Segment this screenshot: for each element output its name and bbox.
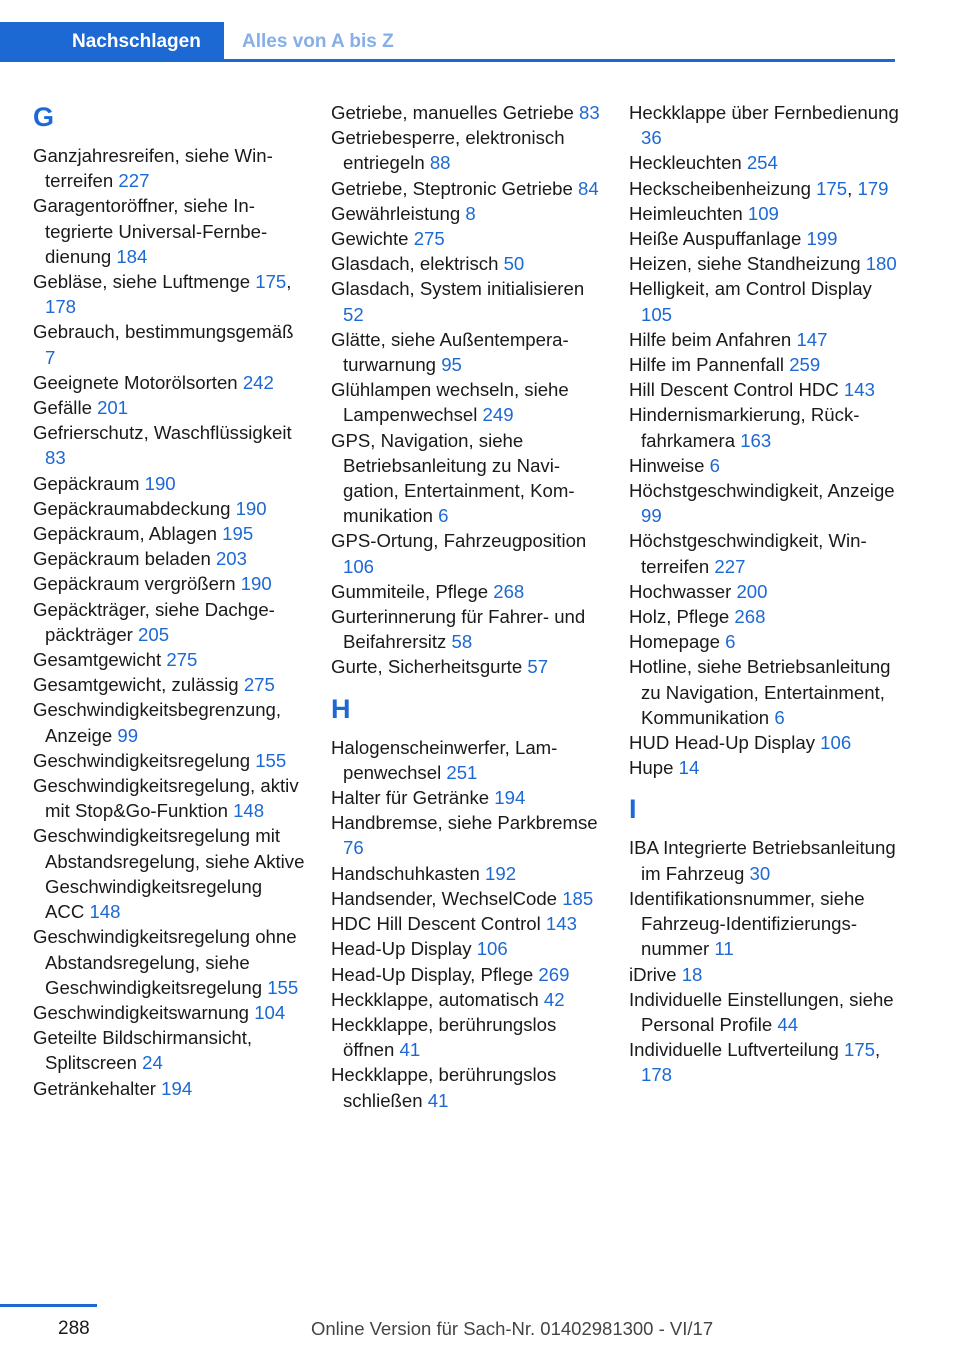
page-reference-link[interactable]: 190	[240, 573, 272, 595]
index-entry-text: Heckscheibenheizung	[629, 177, 817, 199]
index-entry-text: Heckklappe über Fernbedienung	[629, 102, 899, 123]
page-reference-link[interactable]: 190	[235, 497, 267, 519]
index-entry	[331, 100, 603, 125]
index-entry-text: Gepäckträger, siehe Dachgepäckträger	[33, 598, 275, 645]
page-reference-link[interactable]: 99	[641, 505, 662, 527]
tab-alles-von-a-bis-z[interactable]: Alles von A bis Z	[242, 31, 394, 52]
page-reference-link[interactable]: 185	[562, 887, 594, 909]
index-entry	[629, 987, 901, 1037]
page-reference-link[interactable]: 268	[493, 580, 525, 602]
page-reference-link[interactable]: 227	[118, 170, 150, 192]
index-entry-text: Gewichte	[331, 228, 414, 250]
index-entry-text: Hilfe beim Anfahren	[629, 328, 797, 350]
page-reference-link[interactable]: 275	[413, 228, 445, 250]
index-entry-text: Heizen, siehe Standheizung	[629, 253, 866, 275]
index-entry-text: Hotline, siehe Betriebsanleitung zu Navigation, Entertainment, Kommunikation	[629, 656, 891, 728]
index-entry	[331, 176, 603, 201]
index-entry-text: Garagentoröffner, siehe Integrierte Universal-Fernbedienung	[33, 195, 268, 267]
page-reference-link[interactable]: 163	[740, 429, 772, 451]
index-entry-text: Geschwindigkeitsregelung	[33, 749, 256, 771]
index-entry	[33, 143, 305, 193]
index-letter-heading: I	[629, 794, 637, 825]
index-entry-text: HUD Head-Up Display	[629, 732, 821, 754]
page-reference-link[interactable]: 251	[446, 761, 478, 783]
page-reference-link[interactable]: 104	[254, 1001, 286, 1023]
index-entry-text: Heckklappe, automatisch	[331, 988, 544, 1010]
index-entry	[629, 377, 901, 402]
header-rule	[0, 59, 895, 62]
page-reference-link[interactable]: 192	[485, 862, 517, 884]
index-entry	[33, 546, 305, 571]
page-reference-link[interactable]: 41	[427, 1089, 449, 1111]
page-reference-link[interactable]: 106	[820, 732, 852, 754]
index-entry-text: Gesamtgewicht, zulässig	[33, 674, 244, 696]
index-entry-text: Glühlampen wechseln, siehe Lampenwechsel	[331, 379, 569, 426]
index-entry-text: Glasdach, System initialisieren	[331, 278, 585, 300]
index-entry-text: Individuelle Luftverteilung	[629, 1039, 844, 1061]
index-entry	[33, 748, 305, 773]
index-entry-text: Geschwindigkeitswarnung	[33, 1001, 255, 1023]
index-entry	[331, 377, 603, 427]
page-reference-link[interactable]: 201	[97, 397, 129, 419]
page-reference-link[interactable]: 199	[806, 228, 838, 250]
page-reference-link[interactable]: 109	[747, 202, 779, 224]
page-reference-link[interactable]: 148	[89, 901, 121, 923]
index-entry	[33, 571, 305, 596]
page-reference-link[interactable]: 148	[233, 800, 265, 822]
page-reference-link[interactable]: 254	[746, 152, 778, 174]
index-entry	[33, 773, 305, 823]
page-reference-link[interactable]: 242	[242, 371, 274, 393]
index-entry	[629, 629, 901, 654]
index-entry	[629, 150, 901, 175]
page-reference-link[interactable]: 203	[215, 548, 247, 570]
index-entry	[629, 886, 901, 962]
index-entry-text: Individuelle Einstellungen, siehe Personal Profile	[629, 988, 894, 1035]
index-entry-text: Gurterinnerung für Fahrer- und Beifahrersitz	[331, 606, 586, 653]
index-entry	[331, 1062, 603, 1112]
index-entry	[33, 1076, 305, 1101]
page-reference-link[interactable]: 30	[749, 862, 771, 884]
index-entry-text: Ganzjahresreifen, siehe Winterreifen	[33, 145, 273, 192]
index-entry	[331, 528, 603, 578]
page-reference-link[interactable]: 143	[545, 913, 577, 935]
index-entry-text: Geteilte Bildschirmansicht, Splitscreen	[33, 1027, 253, 1074]
index-column-3	[629, 100, 901, 1088]
index-entry-text: Höchstgeschwindigkeit, Winterreifen	[629, 530, 867, 577]
index-entry-text: Hinweise	[629, 454, 710, 476]
index-entry-text: ,	[847, 177, 858, 199]
index-entry	[629, 730, 901, 755]
page-reference-link[interactable]: 268	[734, 606, 766, 628]
index-entry-text: Hochwasser	[629, 580, 737, 602]
page-reference-link[interactable]: 147	[796, 328, 828, 350]
page-reference-link[interactable]: 88	[429, 152, 451, 174]
index-entry	[331, 276, 603, 326]
index-entry	[331, 251, 603, 276]
index-entry	[331, 861, 603, 886]
index-entry-text: Heiße Auspuffanlage	[629, 228, 807, 250]
index-entry-text: Handschuhkasten	[331, 862, 486, 884]
index-entry	[629, 453, 901, 478]
page-reference-link[interactable]: 106	[343, 555, 375, 577]
page-reference-link[interactable]: 58	[451, 631, 473, 653]
page-reference-link[interactable]: 6	[774, 706, 785, 728]
index-entry-text: Getränkehalter	[33, 1077, 162, 1099]
index-entry-text: Gepäckraum vergrößern	[33, 573, 241, 595]
index-entry-text: Getriebesperre, elektronisch entriegeln	[331, 127, 565, 174]
page-reference-link[interactable]: 190	[144, 472, 176, 494]
page-reference-link[interactable]: 180	[865, 253, 897, 275]
index-entry-text: Geschwindigkeitsbegrenzung, Anzeige	[33, 699, 282, 746]
index-entry	[331, 886, 603, 911]
index-entry	[331, 201, 603, 226]
page-reference-link[interactable]: 11	[714, 938, 734, 960]
index-entry-text: HDC Hill Descent Control	[331, 913, 546, 935]
index-entry	[629, 478, 901, 528]
page-reference-link[interactable]: 175	[844, 1039, 876, 1061]
index-entry	[629, 654, 901, 730]
page-reference-link[interactable]: 6	[709, 454, 720, 476]
index-entry-text: GPS, Navigation, siehe Betriebsanleitung zu Navigation, Entertainment, Kommunikation	[331, 429, 575, 527]
index-entry-text: Gebläse, siehe Luftmenge	[33, 271, 256, 293]
index-entry	[629, 276, 901, 326]
page-reference-link[interactable]: 41	[399, 1039, 421, 1061]
index-entry-text: Helligkeit, am Control Display	[629, 278, 872, 300]
index-entry	[331, 936, 603, 961]
index-entry	[33, 420, 305, 470]
page-reference-link[interactable]: 84	[578, 177, 599, 199]
index-entry-text: Gefrierschutz, Waschflüssigkeit	[33, 422, 292, 444]
index-entry-text: ,	[875, 1039, 881, 1061]
index-entry-text: Gepäckraum beladen	[33, 548, 216, 570]
page-reference-link[interactable]: 18	[681, 963, 703, 985]
page-reference-link[interactable]: 194	[494, 787, 526, 809]
index-entry-text: Gurte, Sicherheitsgurte	[331, 656, 528, 678]
page-reference-link[interactable]: 44	[777, 1013, 799, 1035]
index-entry	[629, 962, 901, 987]
index-entry-text: GPS-Ortung, Fahrzeugposition	[331, 530, 587, 552]
page-reference-link[interactable]: 106	[476, 938, 508, 960]
page-reference-link[interactable]: 95	[441, 354, 462, 376]
page-reference-link[interactable]: 52	[343, 303, 364, 325]
index-entry-text: Hill Descent Control HDC	[629, 379, 844, 401]
index-entry-text: Gewährleistung	[331, 202, 466, 224]
index-entry	[33, 697, 305, 747]
index-entry	[33, 319, 305, 369]
page-reference-link[interactable]: 57	[527, 656, 549, 678]
index-entry-text: Holz, Pflege	[629, 606, 735, 628]
index-entry-text: Identifikationsnummer, siehe Fahrzeug-Identifizierungsnummer	[629, 887, 865, 960]
index-entry-text: Head-Up Display, Pflege	[331, 963, 539, 985]
page-reference-link[interactable]: 76	[343, 837, 364, 859]
page-reference-link[interactable]: 275	[243, 674, 275, 696]
index-entry-text: Glasdach, elektrisch	[331, 253, 504, 275]
page-reference-link[interactable]: 200	[736, 580, 768, 602]
page-reference-link[interactable]: 195	[222, 523, 254, 545]
footer-rule	[0, 1304, 97, 1307]
index-entry	[629, 176, 901, 201]
page-reference-link[interactable]: 7	[45, 346, 56, 368]
index-entry	[629, 835, 901, 885]
index-entry-text: Geeignete Motorölsorten	[33, 371, 243, 393]
index-entry	[629, 1037, 901, 1087]
page-reference-link[interactable]: 175	[816, 177, 848, 199]
index-entry-text: Hindernismarkierung, Rückfahrkamera	[629, 404, 860, 451]
page-header	[0, 22, 895, 62]
index-entry	[331, 226, 603, 251]
index-entry-text: Höchstgeschwindigkeit, Anzeige	[629, 480, 895, 502]
page-reference-link[interactable]: 194	[161, 1077, 193, 1099]
index-entry	[629, 100, 901, 150]
index-entry	[33, 521, 305, 546]
index-entry-text: Getriebe, manuelles Getriebe	[331, 102, 580, 123]
page-reference-link[interactable]: 6	[438, 505, 449, 527]
index-entry	[331, 654, 603, 679]
index-entry-text: Hupe	[629, 757, 679, 779]
index-entry-text: Gefälle	[33, 397, 98, 419]
index-entry	[629, 528, 901, 578]
index-entry	[331, 604, 603, 654]
page-reference-link[interactable]: 36	[641, 127, 662, 149]
index-entry	[629, 226, 901, 251]
page-reference-link[interactable]: 143	[843, 379, 875, 401]
index-entry-text: Heckleuchten	[629, 152, 747, 174]
index-entry	[33, 193, 305, 269]
page-reference-link[interactable]: 227	[714, 555, 746, 577]
index-entry-text: ,	[286, 271, 292, 293]
index-entry	[331, 1012, 603, 1062]
page-reference-link[interactable]: 14	[678, 757, 700, 779]
index-column-2	[331, 100, 603, 1113]
page-reference-link[interactable]: 178	[45, 296, 77, 318]
index-entry-text: Heimleuchten	[629, 202, 748, 224]
index-entry-text: Heckklappe, berührungslos schließen	[331, 1064, 557, 1111]
index-entry	[331, 987, 603, 1012]
index-letter-heading: H	[331, 693, 351, 724]
index-entry-text: Geschwindigkeitsregelung, aktiv mit Stop&Go-Funktion	[33, 775, 299, 822]
index-entry	[33, 1000, 305, 1025]
index-entry	[629, 251, 901, 276]
page-reference-link[interactable]: 83	[45, 447, 66, 469]
index-column-1	[33, 100, 305, 1101]
index-entry-text: Gebrauch, bestimmungsgemäß	[33, 321, 294, 343]
index-entry	[33, 370, 305, 395]
index-entry	[331, 962, 603, 987]
index-entry	[33, 924, 305, 1000]
index-entry	[331, 911, 603, 936]
page-reference-link[interactable]: 175	[255, 271, 287, 293]
index-entry	[33, 1025, 305, 1075]
page-reference-link[interactable]: 259	[789, 354, 821, 376]
page-reference-link[interactable]: 155	[267, 976, 299, 998]
index-entry-text: IBA Integrierte Betriebsanleitung im Fahrzeug	[629, 837, 896, 884]
index-entry-text: Gesamtgewicht	[33, 649, 167, 671]
index-letter-heading: G	[33, 102, 55, 132]
index-entry-text: Gepäckraum, Ablagen	[33, 523, 223, 545]
index-entry	[33, 471, 305, 496]
index-entry	[629, 755, 901, 780]
index-entry	[33, 395, 305, 420]
index-entry-text: Heckklappe, berührungslos öffnen	[331, 1013, 557, 1061]
tab-nachschlagen[interactable]: Nachschlagen	[0, 22, 224, 62]
index-entry	[33, 823, 305, 924]
page-reference-link[interactable]: 42	[543, 988, 565, 1010]
index-entry	[331, 579, 603, 604]
index-entry	[33, 269, 305, 319]
page-number: 288	[58, 1318, 90, 1339]
index-entry	[33, 672, 305, 697]
page-reference-link[interactable]: 105	[641, 303, 673, 325]
page-reference-link[interactable]: 6	[725, 631, 736, 653]
index-entry-text: Hilfe im Pannenfall	[629, 354, 790, 376]
index-entry	[629, 327, 901, 352]
index-entry	[629, 604, 901, 629]
index-entry-text: iDrive	[629, 963, 682, 985]
page-reference-link[interactable]: 249	[482, 404, 514, 426]
index-entry	[629, 579, 901, 604]
index-entry-text: Glätte, siehe Außentemperaturwarnung	[331, 328, 569, 376]
index-entry	[629, 201, 901, 226]
page-reference-link[interactable]: 155	[255, 749, 287, 771]
online-version-note: Online Version für Sach-Nr. 01402981300 - VI/17	[311, 1318, 714, 1339]
index-entry-text: Handbremse, siehe Parkbremse	[331, 812, 598, 834]
page-reference-link[interactable]: 24	[142, 1052, 163, 1074]
index-entry	[331, 428, 603, 529]
index-entry-text: Handsender, WechselCode	[331, 887, 563, 909]
index-entry-text: Gepäckraumabdeckung	[33, 497, 236, 519]
index-entry-text: Gepäckraum	[33, 472, 145, 494]
index-entry	[33, 496, 305, 521]
index-entry-text: Homepage	[629, 631, 726, 653]
page-reference-link[interactable]: 83	[579, 102, 600, 123]
index-entry-text: Halogenscheinwerfer, Lampenwechsel	[331, 736, 558, 783]
page-reference-link[interactable]: 8	[465, 202, 476, 224]
page-reference-link[interactable]: 179	[857, 177, 889, 199]
index-entry	[331, 327, 603, 377]
index-entry-text: Geschwindigkeitsregelung ohne Abstandsregelung, siehe Geschwindigkeitsregelung	[33, 926, 297, 998]
index-entry	[331, 785, 603, 810]
index-entry-text: Gummiteile, Pflege	[331, 580, 494, 602]
index-entry-text: Halter für Getränke	[331, 787, 495, 809]
index-entry	[629, 352, 901, 377]
index-entry	[33, 597, 305, 647]
page-reference-link[interactable]: 269	[538, 963, 570, 985]
index-entry	[331, 125, 603, 175]
page-reference-link[interactable]: 275	[166, 649, 198, 671]
page-reference-link[interactable]: 50	[503, 253, 525, 275]
page-reference-link[interactable]: 178	[641, 1064, 673, 1086]
index-entry-text: Head-Up Display	[331, 938, 477, 960]
index-entry	[331, 810, 603, 860]
index-entry	[629, 402, 901, 452]
index-entry	[33, 647, 305, 672]
page-reference-link[interactable]: 99	[117, 724, 139, 746]
index-entry	[331, 735, 603, 785]
index-entry-text: Getriebe, Steptronic Getriebe	[331, 177, 579, 199]
page-reference-link[interactable]: 205	[138, 623, 170, 645]
page-reference-link[interactable]: 184	[116, 245, 148, 267]
index-entry-text: Geschwindigkeitsregelung mit Abstandsregelung, siehe Aktive Geschwindigkeitsregelung ACC	[33, 825, 305, 923]
